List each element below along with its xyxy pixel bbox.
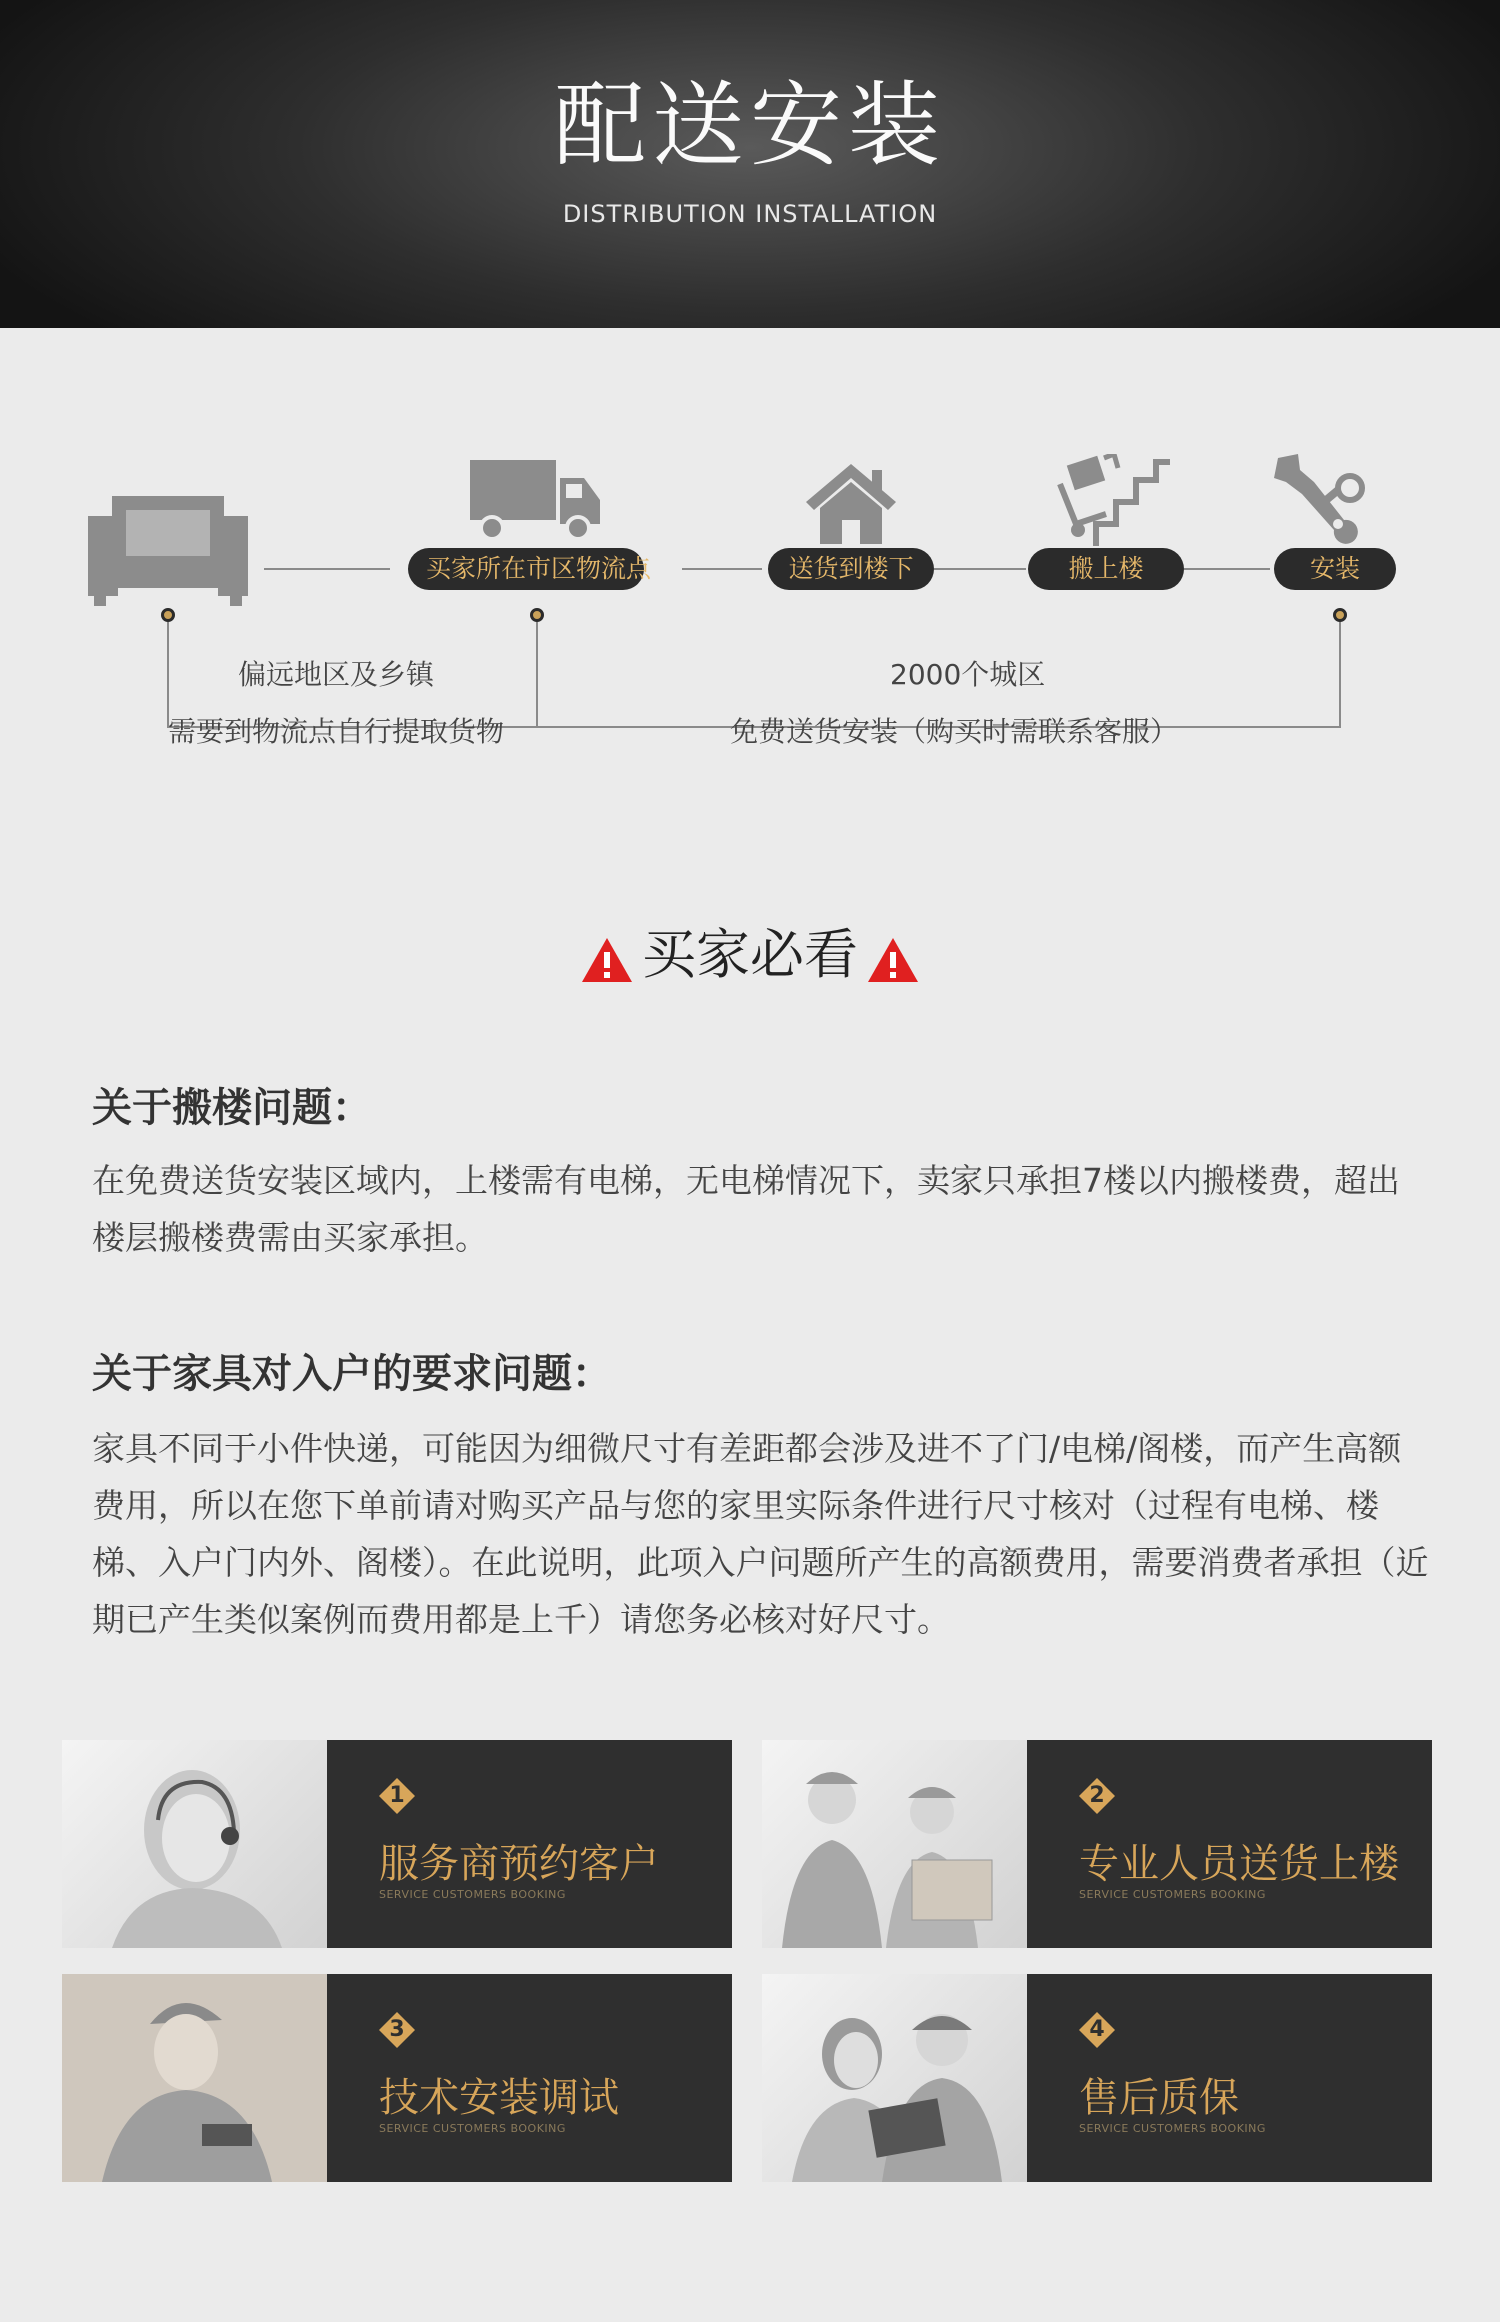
service-panel bbox=[327, 1974, 732, 2182]
step-number: 2 bbox=[1089, 1783, 1105, 1808]
notice-title bbox=[0, 912, 1500, 989]
step-number-badge bbox=[1079, 1778, 1115, 1814]
city-area-note: 免费送货安装（购买时需联系客服） bbox=[730, 715, 1179, 748]
service-subtitle: SERVICE CUSTOMERS BOOKING bbox=[379, 1888, 566, 1901]
truck-icon bbox=[470, 460, 602, 544]
step-number: 3 bbox=[389, 2017, 405, 2042]
connector-line bbox=[1184, 568, 1270, 570]
step-number: 1 bbox=[389, 1783, 405, 1808]
city-area-label: 2000个城区 bbox=[890, 658, 1046, 691]
page-title: 配送安装 bbox=[553, 72, 946, 179]
service-title: 售后质保 bbox=[1079, 2075, 1239, 2121]
remote-area-note: 需要到物流点自行提取货物 bbox=[168, 715, 505, 748]
marker-dot bbox=[1333, 608, 1347, 622]
header-banner bbox=[0, 0, 1500, 328]
step-number-badge bbox=[379, 1778, 415, 1814]
service-title: 技术安装调试 bbox=[379, 2075, 619, 2121]
step-logistics-point: 买家所在市区物流点 bbox=[408, 548, 644, 590]
sofa-icon bbox=[88, 496, 248, 610]
house-icon bbox=[806, 464, 896, 548]
warning-icon bbox=[580, 934, 634, 982]
page-subtitle: DISTRIBUTION INSTALLATION bbox=[562, 200, 938, 228]
service-card-2 bbox=[762, 1740, 1432, 1948]
step-number-badge bbox=[379, 2012, 415, 2048]
service-card-1 bbox=[62, 1740, 732, 1948]
after-sales-photo bbox=[762, 1974, 1027, 2182]
service-panel bbox=[1027, 1974, 1432, 2182]
connector-line bbox=[934, 568, 1026, 570]
service-card-4 bbox=[762, 1974, 1432, 2182]
customer-service-photo bbox=[62, 1740, 327, 1948]
warning-icon bbox=[866, 934, 920, 982]
step-deliver-downstairs: 送货到楼下 bbox=[768, 548, 934, 590]
service-card-3 bbox=[62, 1974, 732, 2182]
step-carry-upstairs: 搬上楼 bbox=[1028, 548, 1184, 590]
service-subtitle: SERVICE CUSTOMERS BOOKING bbox=[1079, 2122, 1266, 2135]
entry-body: 家具不同于小件快递，可能因为细微尺寸有差距都会涉及进不了门/电梯/阁楼，而产生高额费用，所以在您下单前请对购买产品与您的家里实际条件进行尺寸核对（过程有电梯、楼梯、入户门内外、阁楼）。在此说明，此项入户问题所产生的高额费用，需要消费者承担（近期已产生类似案例而费用都是上千）请您务必核对好尺寸。 bbox=[92, 1429, 1429, 1639]
connector-line bbox=[264, 568, 390, 570]
stairs-cart-icon bbox=[1056, 454, 1170, 550]
connector-line bbox=[682, 568, 762, 570]
service-panel bbox=[327, 1740, 732, 1948]
marker-dot bbox=[161, 608, 175, 622]
stairs-body: 在免费送货安装区域内，上楼需有电梯，无电梯情况下，卖家只承担7楼以内搬楼费，超出楼层搬楼费需由买家承担。 bbox=[92, 1161, 1400, 1257]
marker-dot bbox=[530, 608, 544, 622]
step-number-badge bbox=[1079, 2012, 1115, 2048]
bracket-line bbox=[536, 622, 538, 728]
entry-heading: 关于家具对入户的要求问题： bbox=[92, 1351, 612, 1397]
bracket-line bbox=[1339, 622, 1341, 728]
technician-photo bbox=[62, 1974, 327, 2182]
step-install: 安装 bbox=[1274, 548, 1396, 590]
service-subtitle: SERVICE CUSTOMERS BOOKING bbox=[379, 2122, 566, 2135]
delivery-workers-photo bbox=[762, 1740, 1027, 1948]
service-subtitle: SERVICE CUSTOMERS BOOKING bbox=[1079, 1888, 1266, 1901]
step-number: 4 bbox=[1089, 2017, 1105, 2042]
notice-title-text: 买家必看 bbox=[642, 923, 858, 986]
service-title: 专业人员送货上楼 bbox=[1079, 1841, 1399, 1887]
remote-area-label: 偏远地区及乡镇 bbox=[238, 658, 435, 691]
service-title: 服务商预约客户 bbox=[379, 1841, 659, 1887]
stairs-heading: 关于搬楼问题： bbox=[92, 1085, 372, 1131]
wrench-icon bbox=[1270, 452, 1366, 552]
service-panel bbox=[1027, 1740, 1432, 1948]
delivery-flow bbox=[0, 328, 1500, 848]
